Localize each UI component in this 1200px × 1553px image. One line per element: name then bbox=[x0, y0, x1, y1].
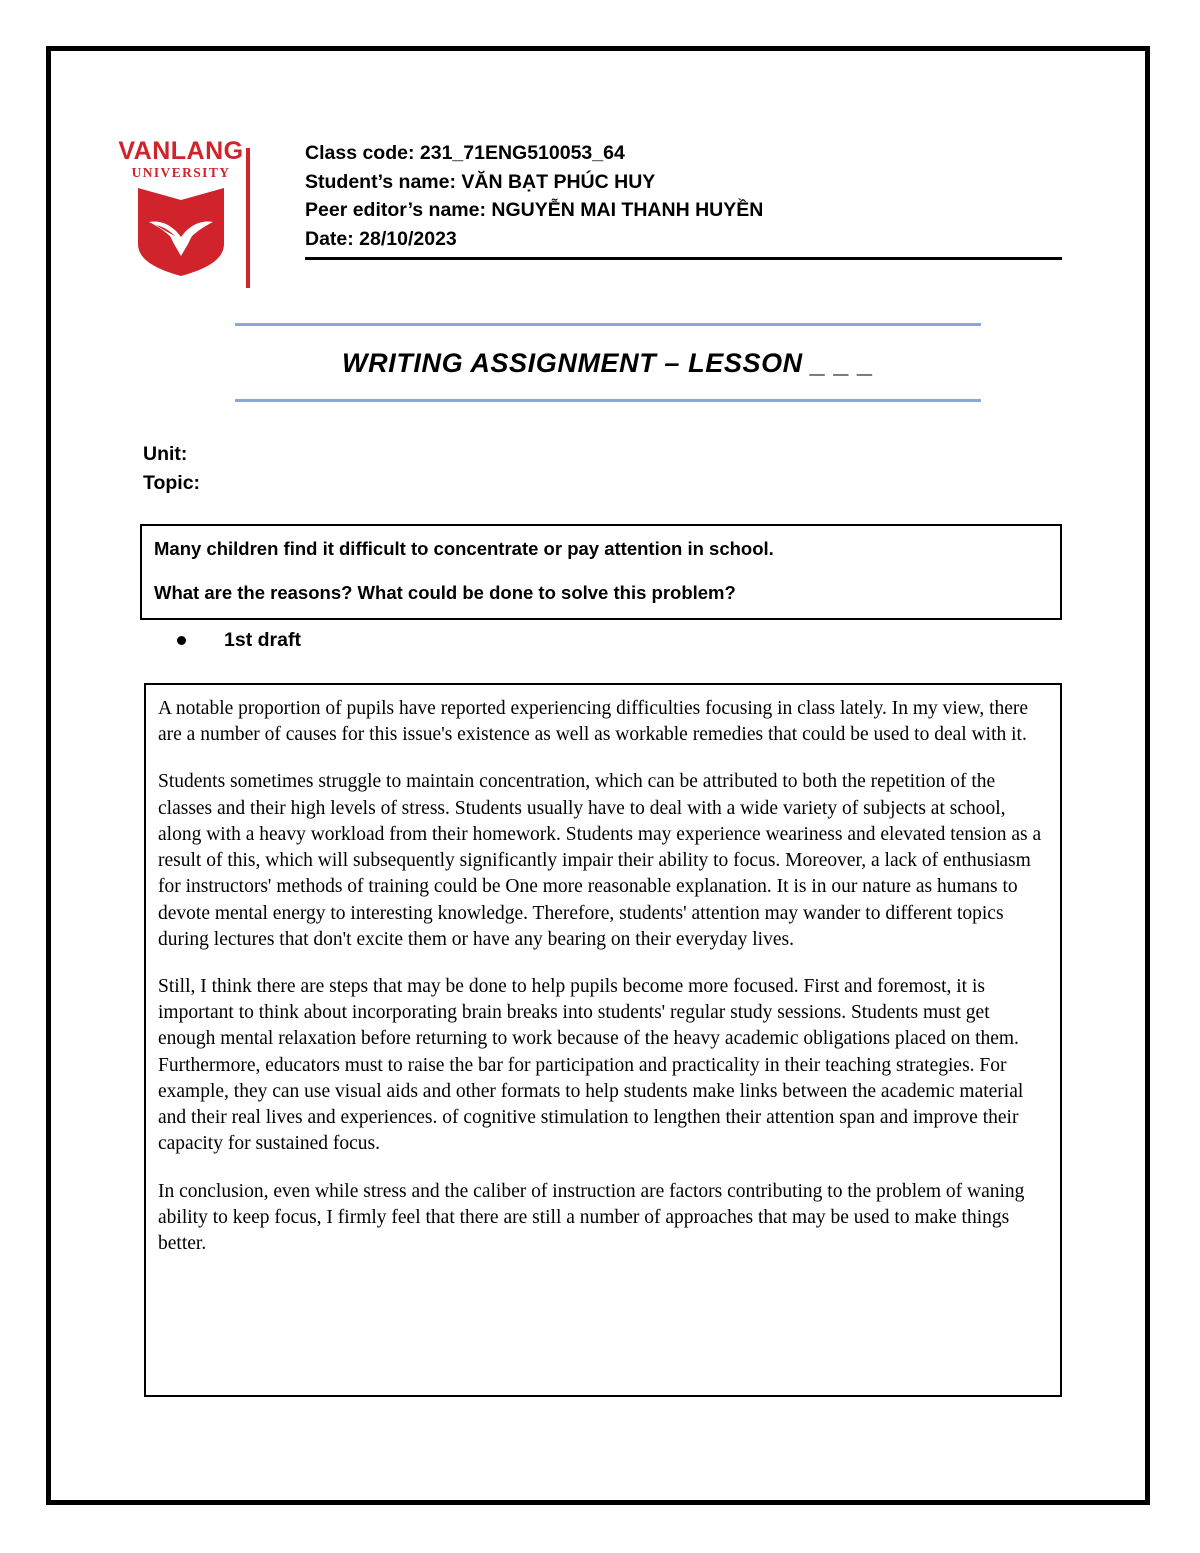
bullet-dot-icon bbox=[177, 636, 186, 645]
prompt-question: What are the reasons? What could be done to solve this problem? bbox=[154, 582, 736, 604]
page-title: WRITING ASSIGNMENT – LESSON _ _ _ bbox=[342, 348, 874, 378]
document-page bbox=[46, 46, 1150, 1505]
topic-label: Topic: bbox=[143, 471, 201, 494]
unit-label: Unit: bbox=[143, 443, 188, 465]
peer-editor-name-line: Peer editor’s name: NGUYỄN MAI THANH HUYỀN bbox=[305, 199, 764, 222]
logo-wordmark-text: VANLANG bbox=[118, 137, 244, 165]
student-name-line: Student’s name: VĂN BẠT PHÚC HUY bbox=[305, 170, 656, 193]
unit-topic-block bbox=[143, 440, 200, 497]
title-block bbox=[235, 323, 981, 402]
draft-label: 1st draft bbox=[224, 629, 301, 651]
essay-paragraph: A notable proportion of pupils have reported experiencing difficulties focusing in class lately. In my view, there are a number of causes for this issue's existence as well as workable remedies that could be used to deal with it. bbox=[158, 698, 1029, 746]
header-fields bbox=[305, 139, 1075, 260]
vanlang-shield-icon bbox=[111, 186, 251, 278]
essay-paragraph: Students sometimes struggle to maintain concentration, which can be attributed to both the repetition of the classes and their high levels of stress. Students usually have to deal with a wide variety of subjects at school, along with a heavy workload from their homework. Students may experience weariness and elevated tension as a result of this, which will subsequently significantly impair their ability to focus. Moreover, a lack of enthusiasm for instructors' methods of training could be One more reasonable explanation. It is in our nature as humans to devote mental energy to interesting knowledge. Therefore, students' attention may wander to different topics during lectures that don't excite them or have any bearing on their everyday lives. bbox=[158, 771, 1042, 950]
header-red-divider bbox=[246, 148, 250, 288]
header-horizontal-rule bbox=[305, 257, 1062, 260]
essay-text-box bbox=[144, 683, 1062, 1397]
logo-subword-text: UNIVERSITY bbox=[131, 165, 231, 180]
prompt-box bbox=[140, 524, 1062, 620]
date-line: Date: 28/10/2023 bbox=[305, 227, 457, 250]
essay-paragraph: In conclusion, even while stress and the caliber of instruction are factors contributing to the problem of waning ability to keep focus, I firmly feel that there are still a number of approaches that may be used to make things better. bbox=[158, 1180, 1025, 1254]
document-header bbox=[51, 51, 1145, 301]
prompt-statement: Many children find it difficult to concentrate or pay attention in school. bbox=[154, 538, 774, 559]
essay-paragraph: Still, I think there are steps that may be done to help pupils become more focused. First and foremost, it is important to think about incorporating brain breaks into students' regular study sessions. Students must get enough mental relaxation before returning to work because of the heavy academic obligations placed on them. Furthermore, educators must to raise the bar for participation and practicality in their teaching strategies. For example, they can use visual aids and other formats to help students make links between the academic material and their real lives and experiences. of cognitive stimulation to lengthen their attention span and improve their capacity for sustained focus. bbox=[158, 975, 1024, 1155]
vanlang-university-logo bbox=[111, 139, 251, 278]
draft-bullet-item bbox=[177, 629, 301, 652]
class-code-line: Class code: 231_71ENG510053_64 bbox=[305, 142, 625, 164]
